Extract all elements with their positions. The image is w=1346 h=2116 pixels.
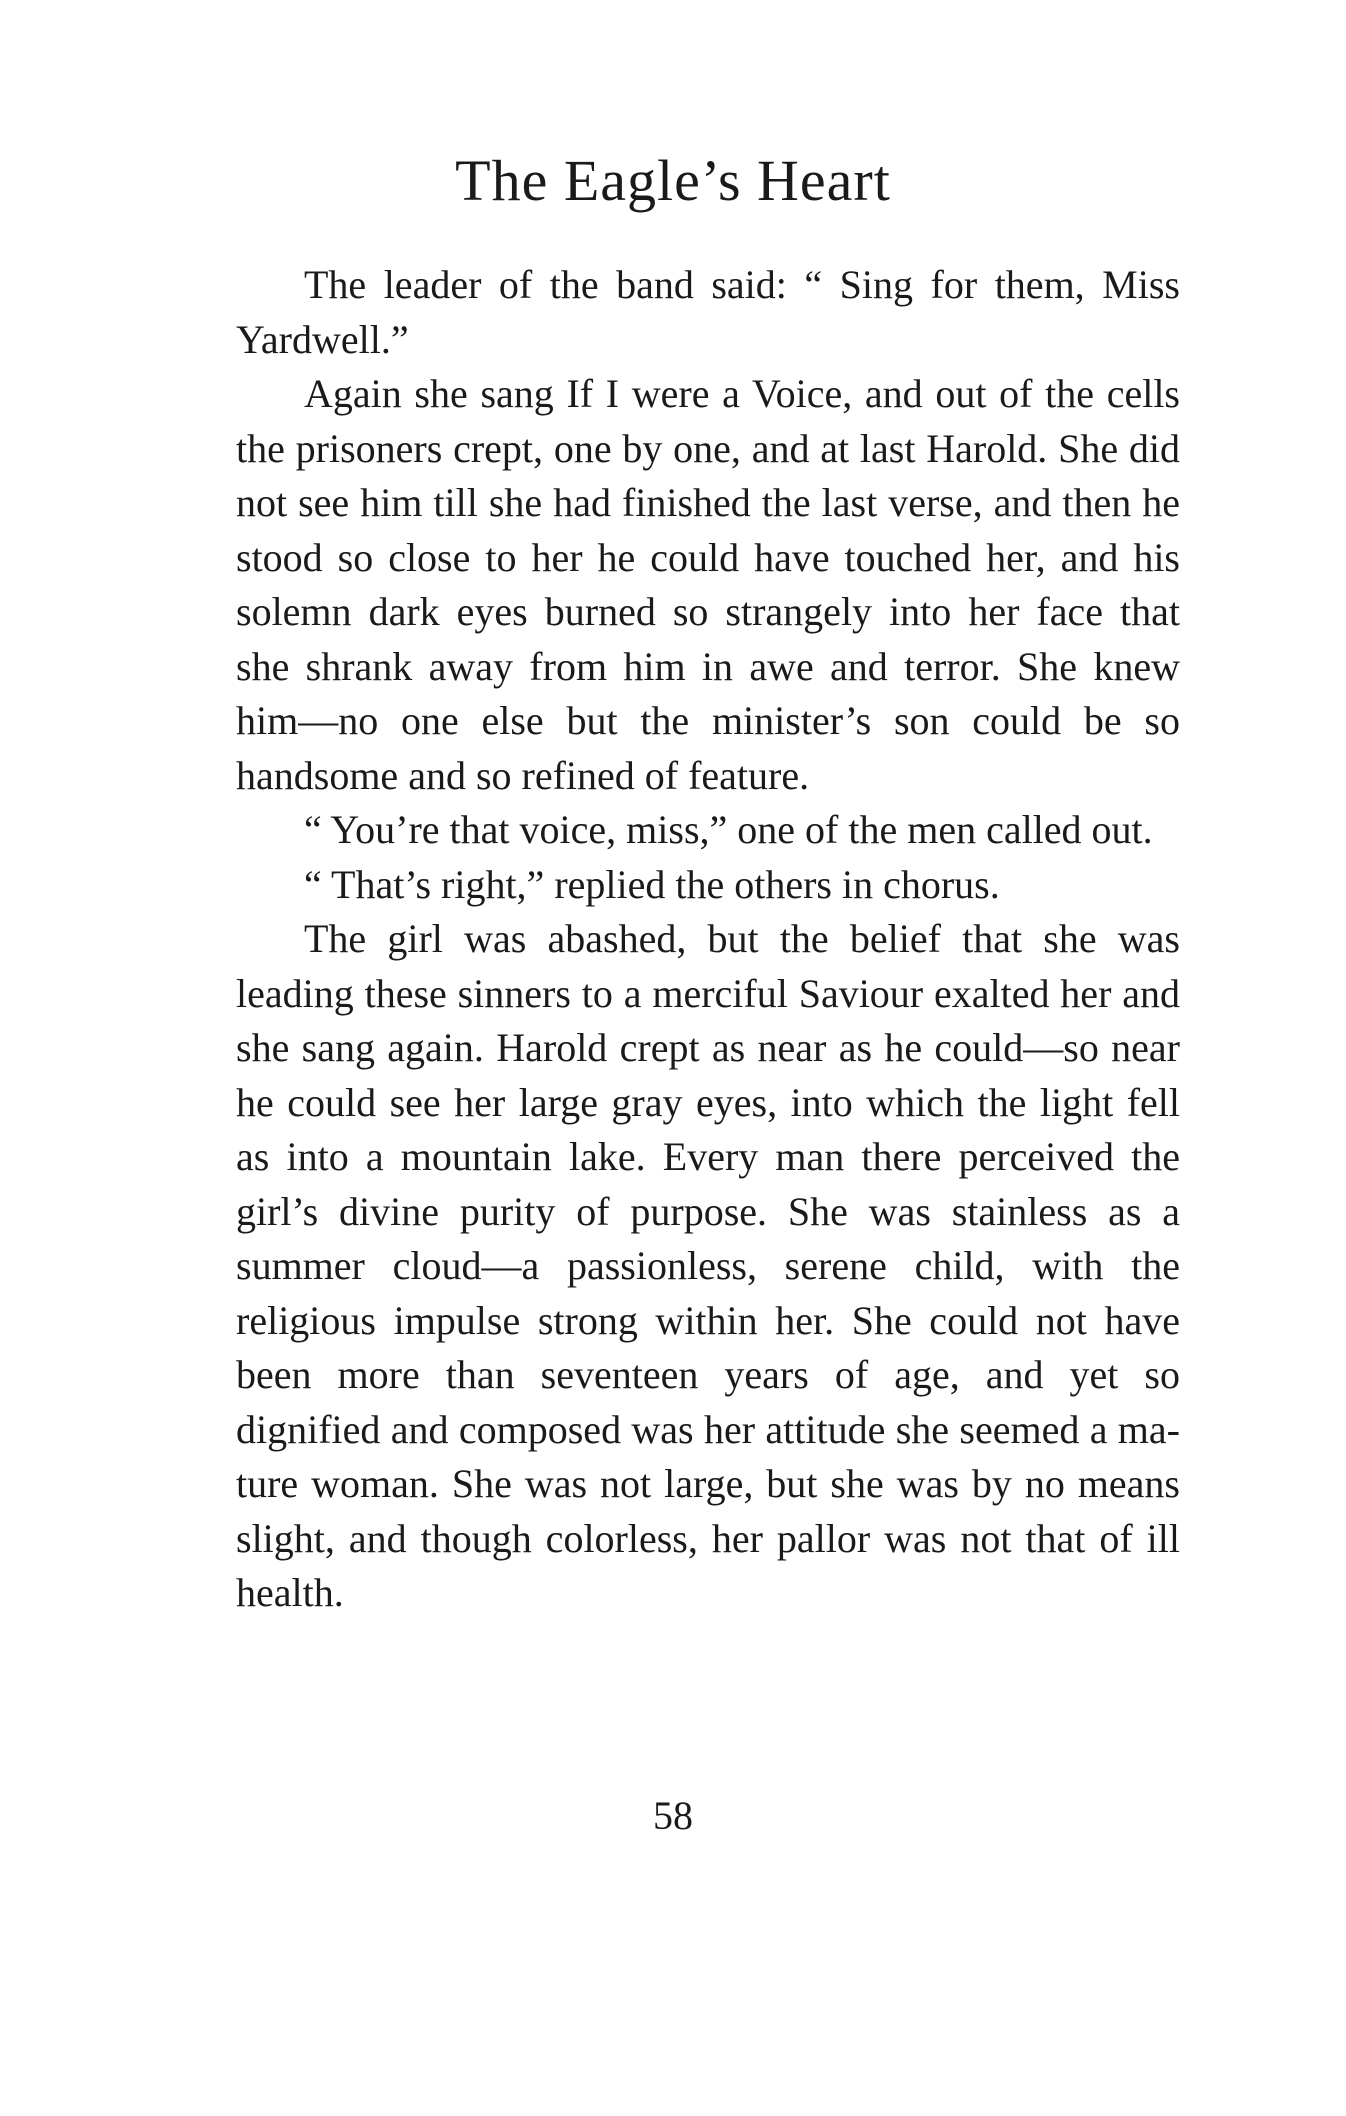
page-number: 58 (653, 1793, 693, 1838)
paragraph: The girl was abashed, but the belief that she was leading these sinners to a merciful Saviour exalted her and she sang again. Harold crept as near as he could—so near he could see her large gray eyes, into which the light fell as into a mountain lake. Every man there perceived the girl’s divine purity of purpose. She was stainless as a summer cloud—a passionless, serene child, with the religious impulse strong within her. She could not have been more than seventeen years of age, and yet so dignified and composed was her attitude she seemed a mature woman. She was not large, but she was by no means slight, and though colorless, her pallor was not that of ill health. (236, 916, 1180, 1615)
running-head: The Eagle’s Heart (455, 148, 891, 213)
paragraph: “ That’s right,” replied the others in chorus. (304, 861, 1000, 907)
body-text (236, 258, 1180, 1621)
paragraph: The leader of the band said: “ Sing for them, Miss Yardwell.” (236, 262, 1180, 362)
paragraph: “ You’re that voice, miss,” one of the men called out. (304, 807, 1153, 852)
paragraph: Again she sang If I were a Voice, and out of the cells the prisoners crept, one by one, and at last Harold. She did not see him till she had finished the last verse, and then he stood so close to her he could have touched her, and his solemn dark eyes burned so strangely into her face that she shrank away from him in awe and terror. She knew him—no one else but the minister’s son could be so handsome and so refined of feature. (236, 371, 1180, 798)
